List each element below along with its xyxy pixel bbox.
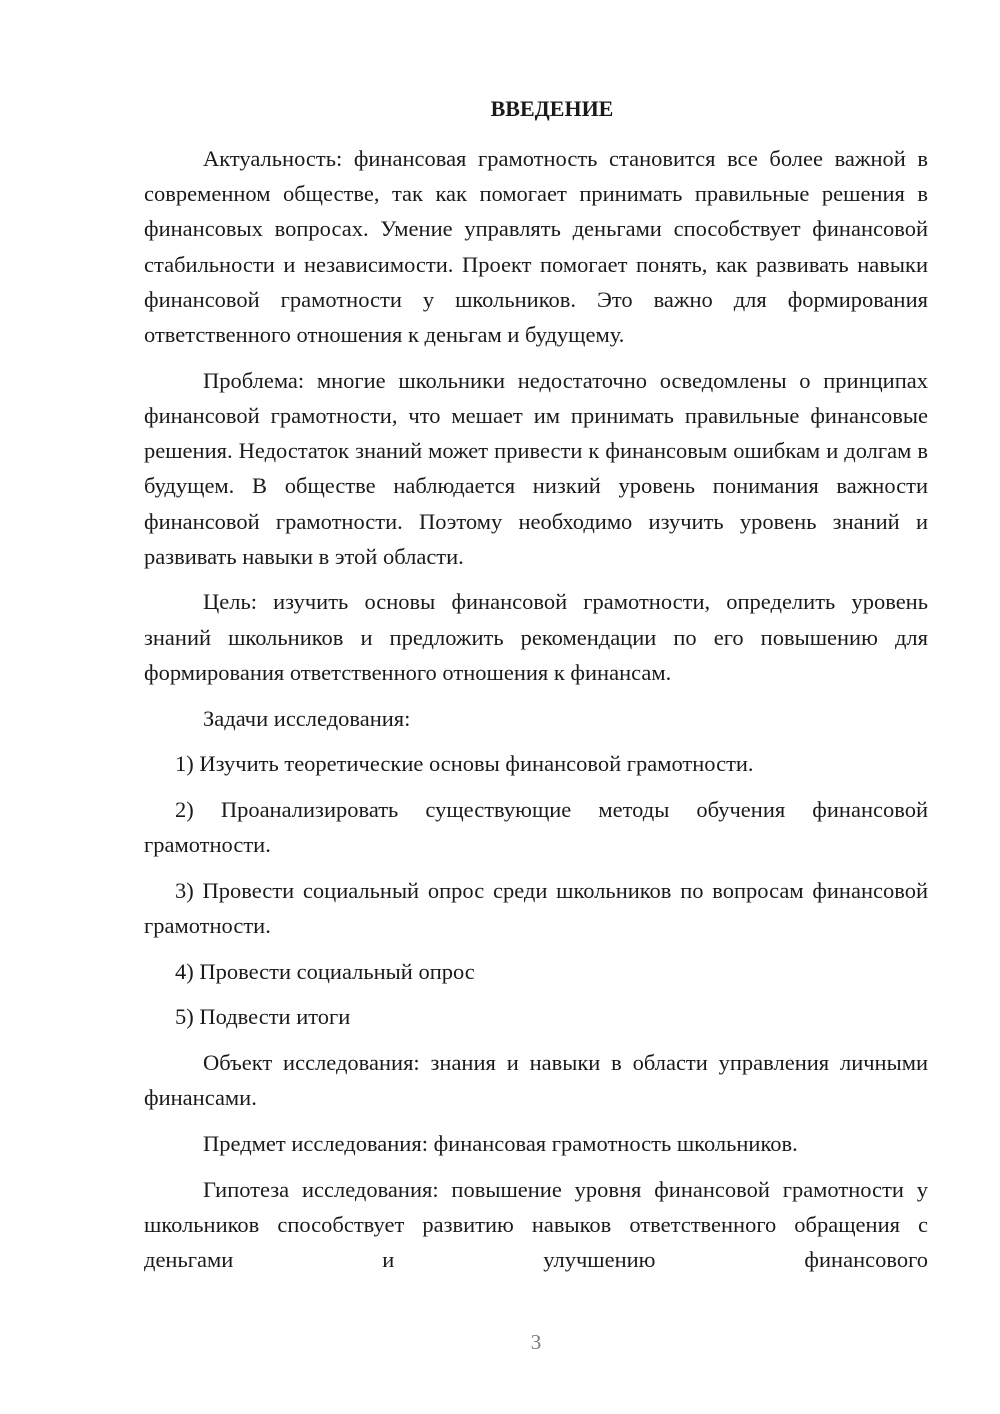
section-heading: ВВЕДЕНИЕ: [490, 96, 614, 121]
task-item-4: 4) Провести социальный опрос: [175, 958, 475, 984]
object-paragraph: Объект исследования: знания и навыки в области управления личными финансами.: [144, 1050, 928, 1111]
relevance-paragraph: Актуальность: финансовая грамотность становится все более важной в современном обществе, так как помогает принимать правильные решения в финансовых вопросах. Умение управлять деньгами способствует финансовой стабильности и независимости. Проект помогает понять, как развивать навыки финансовой грамотности у школьников. Это важно для формирования ответственного отношения к деньгам и будущему.: [144, 146, 928, 348]
page-content: [144, 90, 928, 1288]
hypothesis-paragraph: Гипотеза исследования: повышение уровня финансовой грамотности у школьников способствует развитию навыков ответственного обращения с деньгами и улучшению финансового: [144, 1176, 928, 1273]
tasks-title: Задачи исследования:: [203, 705, 411, 731]
page-number: 3: [530, 1330, 542, 1354]
goal-paragraph: Цель: изучить основы финансовой грамотности, определить уровень знаний школьников и предложить рекомендации по его повышению для формирования ответственного отношения к финансам.: [144, 589, 928, 685]
task-item-3: 3) Провести социальный опрос среди школьников по вопросам финансовой грамотности.: [144, 877, 928, 939]
task-item-5: 5) Подвести итоги: [175, 1004, 351, 1030]
problem-paragraph: Проблема: многие школьники недостаточно осведомлены о принципах финансовой грамотности, что мешает им принимать правильные финансовые решения. Недостаток знаний может привести к финансовым ошибкам и долгам в будущем. В обществе наблюдается низкий уровень понимания важности финансовой грамотности. Поэтому необходимо изучить уровень знаний и развивать навыки в этой области.: [144, 367, 928, 569]
task-item-2: 2) Проанализировать существующие методы обучения финансовой грамотности.: [144, 796, 928, 858]
task-item-1: 1) Изучить теоретические основы финансовой грамотности.: [175, 751, 754, 777]
subject-paragraph: Предмет исследования: финансовая грамотность школьников.: [203, 1131, 798, 1157]
